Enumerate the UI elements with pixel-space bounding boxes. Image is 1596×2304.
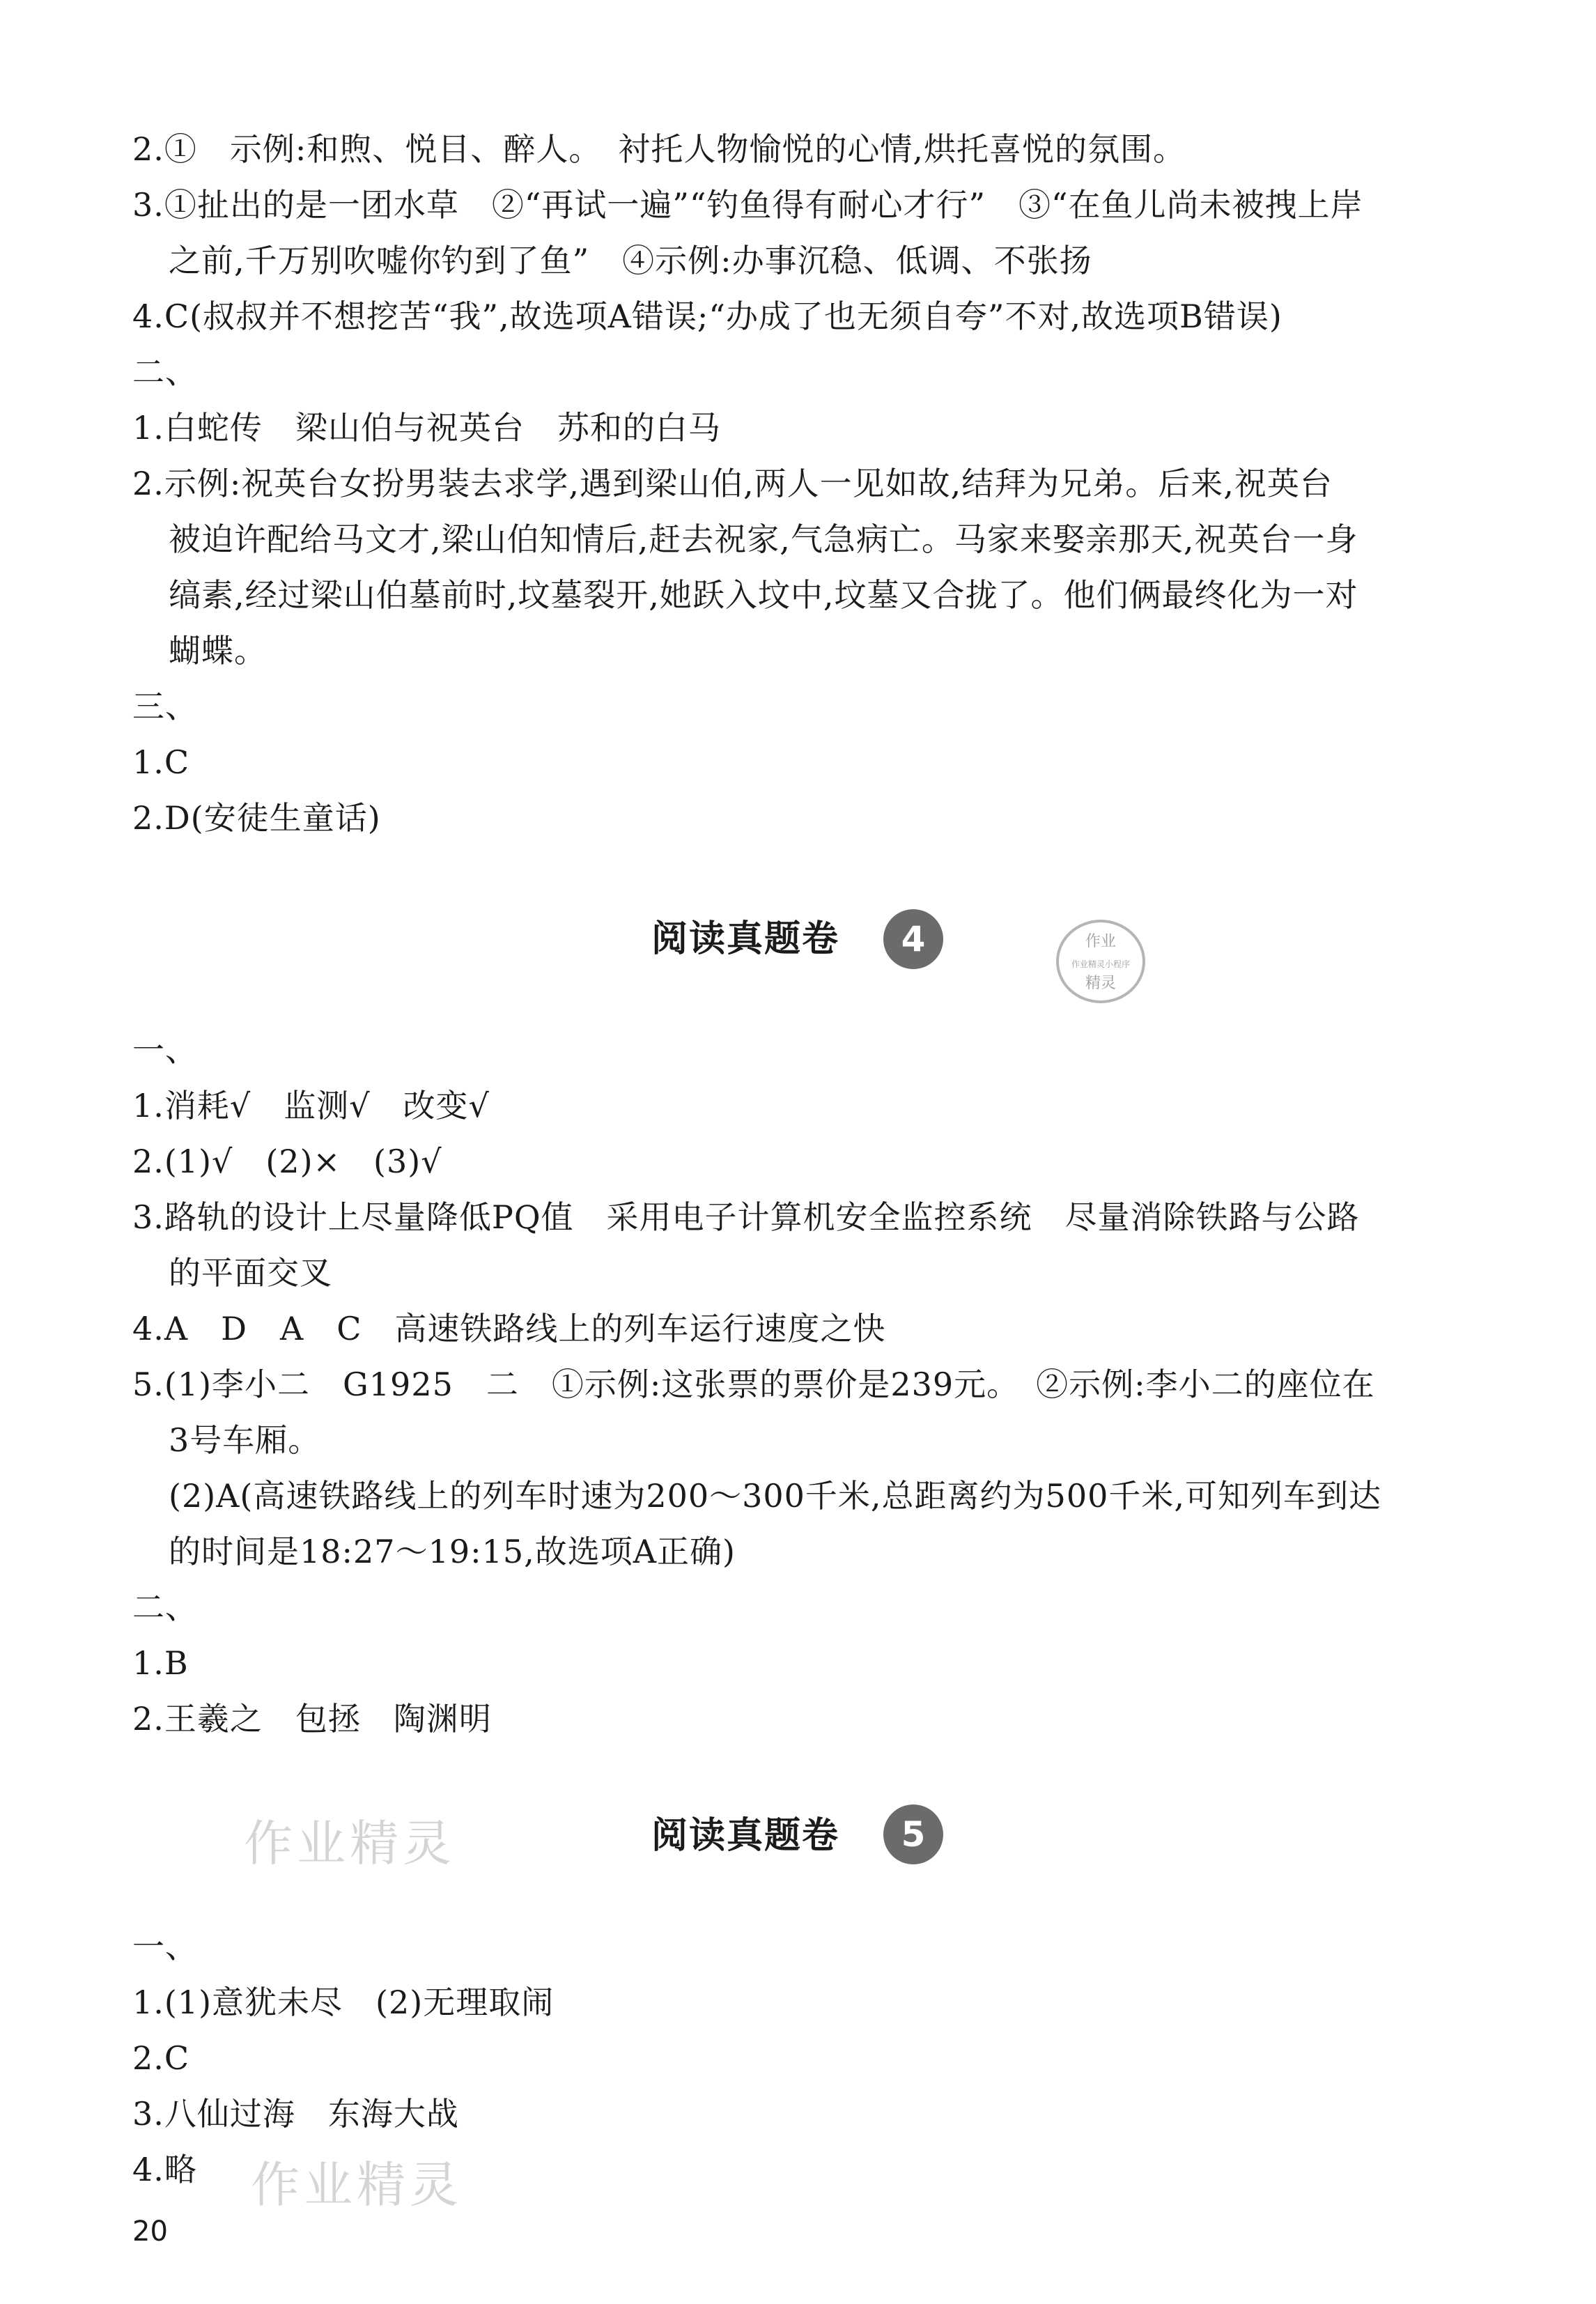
exam-number-badge: 4 [883, 909, 943, 969]
section-heading: 三、 [132, 688, 198, 725]
answer-line: 5.(1)李小二 G1925 二 ①示例:这张票的票价是239元。 ②示例:李小二的座位在 [132, 1366, 1375, 1403]
answer-line: 3号车厢。 [169, 1421, 321, 1459]
exam-title: 阅读真题卷 [651, 1815, 840, 1857]
watermark: 作业精灵 [251, 2156, 463, 2213]
answer-line: 4.略 [132, 2151, 197, 2188]
answer-line: 的时间是18:27～19:15,故选项A正确) [169, 1533, 736, 1570]
answer-line: 的平面交叉 [169, 1254, 332, 1292]
page-number: 20 [132, 2216, 168, 2248]
answer-line: 2.(1)√ (2)× (3)√ [132, 1143, 442, 1180]
stamp-logo [1052, 913, 1149, 1010]
answer-line: 4.A D A C 高速铁路线上的列车运行速度之快 [132, 1310, 886, 1347]
exam-title: 阅读真题卷 [651, 918, 840, 960]
answer-line: 2.C [132, 2039, 190, 2077]
answer-line: 3.八仙过海 东海大战 [132, 2095, 459, 2133]
answer-line: 1.B [132, 1644, 189, 1682]
section-heading: 二、 [132, 1588, 198, 1626]
answer-line: 蝴蝶。 [169, 632, 267, 670]
stamp-line-2: 作业精灵小程序 [1071, 959, 1131, 969]
stamp-line-1: 作业 [1085, 933, 1117, 950]
answer-line: (2)A(高速铁路线上的列车时速为200～300千米,总距离约为500千米,可知列车到达 [169, 1477, 1381, 1515]
stamp-line-3: 精灵 [1085, 975, 1117, 992]
answer-line: 1.C [132, 743, 190, 781]
section-heading: 一、 [132, 1928, 198, 1965]
answer-line: 2.① 示例:和煦、悦目、醉人。 衬托人物愉悦的心情,烘托喜悦的氛围。 [132, 130, 1186, 168]
answer-line: 1.消耗√ 监测√ 改变√ [132, 1087, 490, 1124]
answer-line: 1.白蛇传 梁山伯与祝英台 苏和的白马 [132, 409, 721, 447]
answer-line: 3.①扯出的是一团水草 ②“再试一遍”“钓鱼得有耐心才行” ③“在鱼儿尚未被拽上岸 [132, 186, 1363, 224]
answer-line: 4.C(叔叔并不想挖苦“我”,故选项A错误;“办成了也无须自夸”不对,故选项B错误) [132, 297, 1283, 335]
section-heading: 一、 [132, 1031, 198, 1069]
exam-number-badge: 5 [883, 1804, 943, 1864]
answer-line: 1.(1)意犹未尽 (2)无理取闹 [132, 1984, 555, 2021]
watermark: 作业精灵 [244, 1815, 456, 1872]
answer-line: 2.D(安徒生童话) [132, 799, 381, 837]
answer-line: 缟素,经过梁山伯墓前时,坟墓裂开,她跃入坟中,坟墓又合拢了。他们俩最终化为一对 [169, 576, 1358, 614]
answer-line: 3.路轨的设计上尽量降低PQ值 采用电子计算机安全监控系统 尽量消除铁路与公路 [132, 1198, 1360, 1236]
answer-line: 之前,千万别吹嘘你钓到了鱼” ④示例:办事沉稳、低调、不张扬 [169, 242, 1092, 279]
section-heading: 二、 [132, 353, 198, 391]
answer-line: 2.王羲之 包拯 陶渊明 [132, 1700, 492, 1738]
answer-line: 2.示例:祝英台女扮男装去求学,遇到梁山伯,两人一见如故,结拜为兄弟。后来,祝英台 [132, 465, 1333, 502]
answer-line: 被迫许配给马文才,梁山伯知情后,赶去祝家,气急病亡。马家来娶亲那天,祝英台一身 [169, 520, 1358, 558]
